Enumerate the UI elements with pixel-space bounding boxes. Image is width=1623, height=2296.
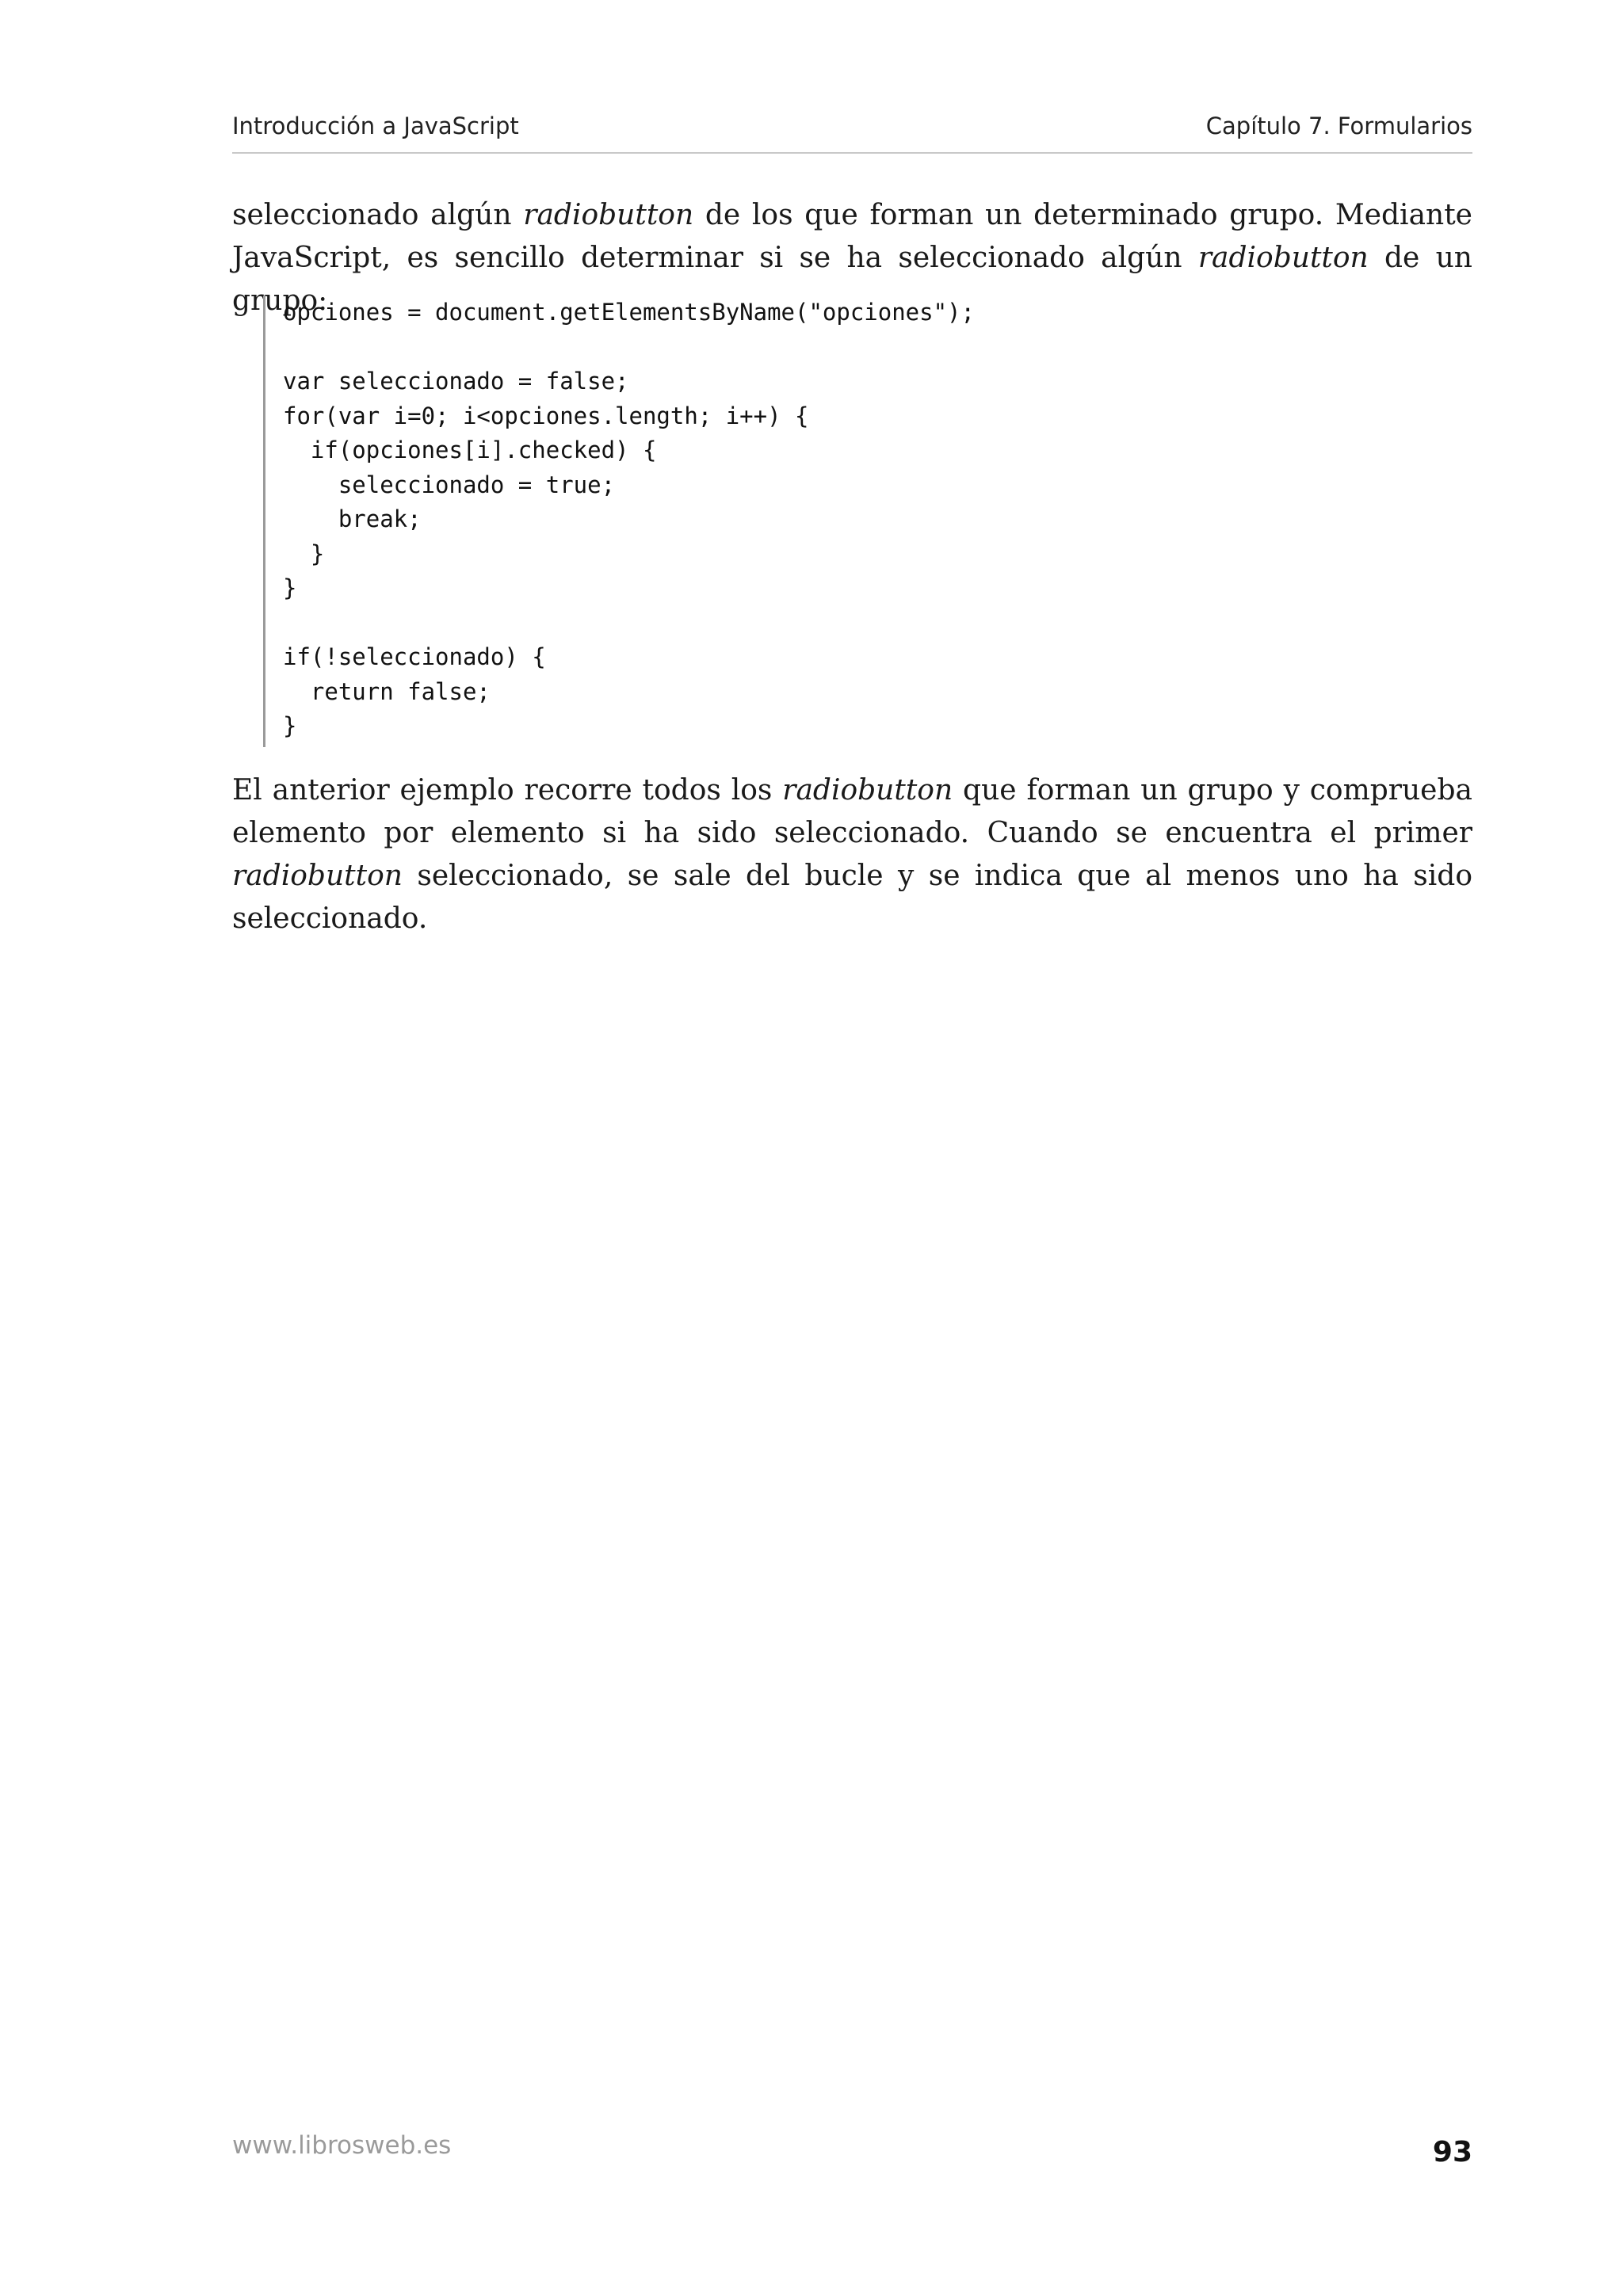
code-listing bbox=[265, 296, 1454, 744]
page-number: 93 bbox=[1432, 2136, 1472, 2168]
page-header bbox=[232, 108, 1472, 154]
explanation-text-2: que forman un grupo y comprueba elemento por elemento si ha sido seleccionado. Cuando se encuentra el primer bbox=[232, 774, 1472, 849]
footer-url: www.librosweb.es bbox=[232, 2131, 452, 2160]
code-line: var seleccionado = false; bbox=[283, 368, 629, 395]
code-line: } bbox=[283, 540, 325, 567]
intro-text-2: de los que forman un determinado grupo. Mediante JavaScript, es sencillo determinar si se ha seleccionado algún bbox=[232, 199, 1472, 274]
code-line: break; bbox=[283, 505, 422, 532]
intro-text-1: seleccionado algún bbox=[232, 199, 524, 231]
code-line: for(var i=0; i<opciones.length; i++) { bbox=[283, 402, 809, 429]
code-line: seleccionado = true; bbox=[283, 471, 616, 498]
code-line: opciones = document.getElementsByName("opciones"); bbox=[283, 299, 975, 326]
code-line: if(opciones[i].checked) { bbox=[283, 437, 657, 463]
code-line: } bbox=[283, 712, 297, 739]
explanation-emphasis-2: radiobutton bbox=[232, 860, 403, 892]
code-line: if(!seleccionado) { bbox=[283, 643, 546, 670]
intro-emphasis-2: radiobutton bbox=[1197, 242, 1369, 274]
code-line: return false; bbox=[283, 677, 491, 705]
explanation-text-1: El anterior ejemplo recorre todos los bbox=[232, 774, 783, 807]
explanation-text-3: seleccionado, se sale del bucle y se indica que al menos uno ha sido seleccionado. bbox=[232, 860, 1472, 935]
chapter-title: Capítulo 7. Formularios bbox=[1205, 113, 1472, 139]
explanation-emphasis-1: radiobutton bbox=[782, 774, 953, 807]
book-title: Introducción a JavaScript bbox=[232, 113, 519, 139]
explanation-paragraph bbox=[232, 769, 1472, 940]
intro-emphasis-1: radiobutton bbox=[523, 199, 694, 231]
code-block bbox=[263, 296, 1454, 747]
code-line: } bbox=[283, 574, 297, 601]
intro-text-3: de un grupo: bbox=[232, 242, 1472, 317]
